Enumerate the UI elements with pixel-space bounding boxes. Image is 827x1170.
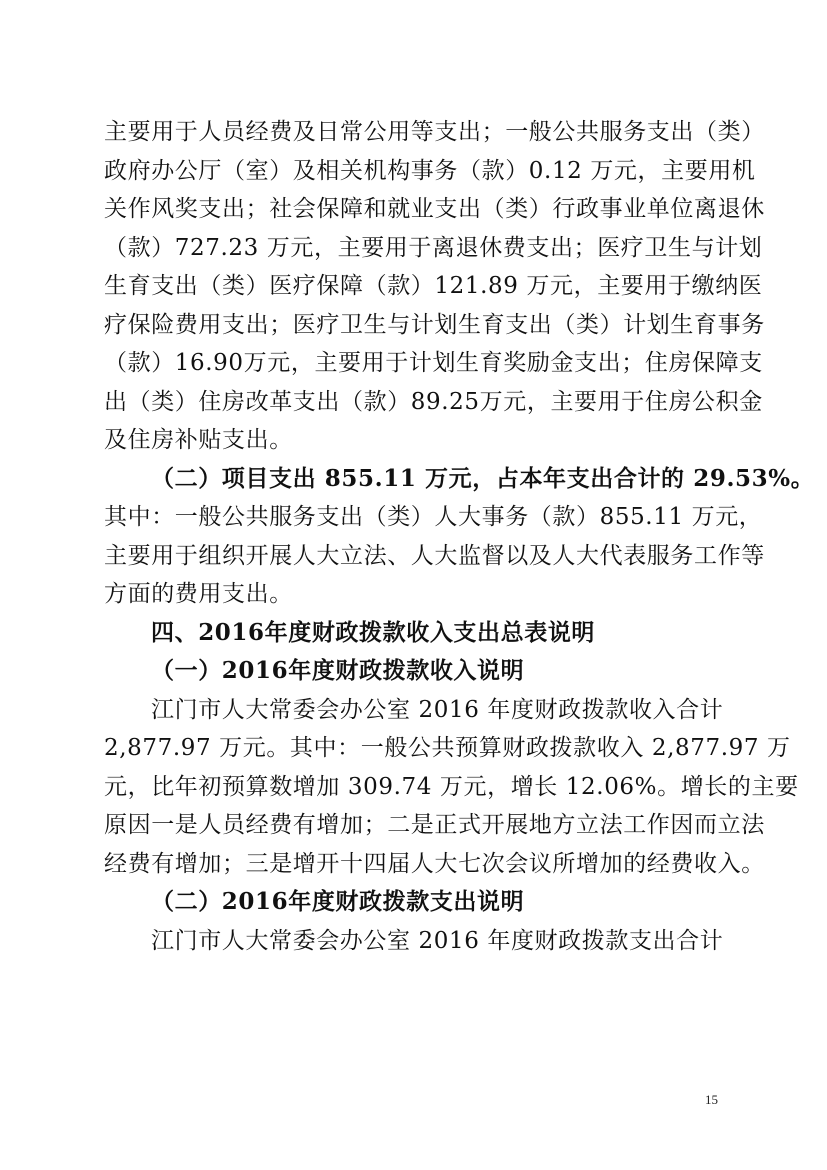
page-number: 15 [705,1092,718,1107]
paragraph-line: 元，比年初预算数增加 309.74 万元，增长 12.06%。增长的主要 [104,773,799,800]
paragraph-line: 关作风奖支出；社会保障和就业支出（类）行政事业单位离退休 [104,196,765,222]
paragraph-line: 江门市人大常委会办公室 2016 年度财政拨款收入合计 [151,696,724,723]
paragraph-line: 疗保险费用支出；医疗卫生与计划生育支出（类）计划生育事务 [104,311,765,338]
section-heading-line: （二）2016年度财政拨款支出说明 [151,888,525,915]
section-heading-line: （二）项目支出 855.11 万元，占本年支出合计的 29.53%。 [151,464,815,492]
paragraph-line: 2,877.97 万元。其中：一般公共预算财政拨款收入 2,877.97 万 [104,735,791,761]
paragraph-line: 主要用于组织开展人大立法、人大监督以及人大代表服务工作等 [104,542,765,569]
paragraph-line: 方面的费用支出。 [104,581,293,607]
paragraph-line: （款）727.23 万元，主要用于离退休费支出；医疗卫生与计划 [104,234,763,261]
paragraph-line: 生育支出（类）医疗保障（款）121.89 万元，主要用于缴纳医 [104,273,763,299]
paragraph-line: 其中：一般公共服务支出（类）人大事务（款）855.11 万元， [104,504,763,530]
section-heading-line: 四、2016年度财政拨款收入支出总表说明 [151,618,596,646]
section-heading-line: （一）2016年度财政拨款收入说明 [151,657,525,684]
paragraph-line: 出（类）住房改革支出（款）89.25万元，主要用于住房公积金 [104,388,763,415]
paragraph-line: 政府办公厅（室）及相关机构事务（款）0.12 万元，主要用机 [104,157,756,184]
paragraph-line: 原因一是人员经费有增加；二是正式开展地方立法工作因而立法 [104,812,765,838]
body-text [104,113,815,960]
paragraph-line: （款）16.90万元，主要用于计划生育奖励金支出；住房保障支 [104,350,763,376]
paragraph-line: 主要用于人员经费及日常公用等支出；一般公共服务支出（类） [104,119,765,145]
paragraph-line: 及住房补贴支出。 [104,427,293,453]
paragraph-line: 江门市人大常委会办公室 2016 年度财政拨款支出合计 [151,927,724,954]
paragraph-line: 经费有增加；三是增开十四届人大七次会议所增加的经费收入。 [104,850,765,877]
